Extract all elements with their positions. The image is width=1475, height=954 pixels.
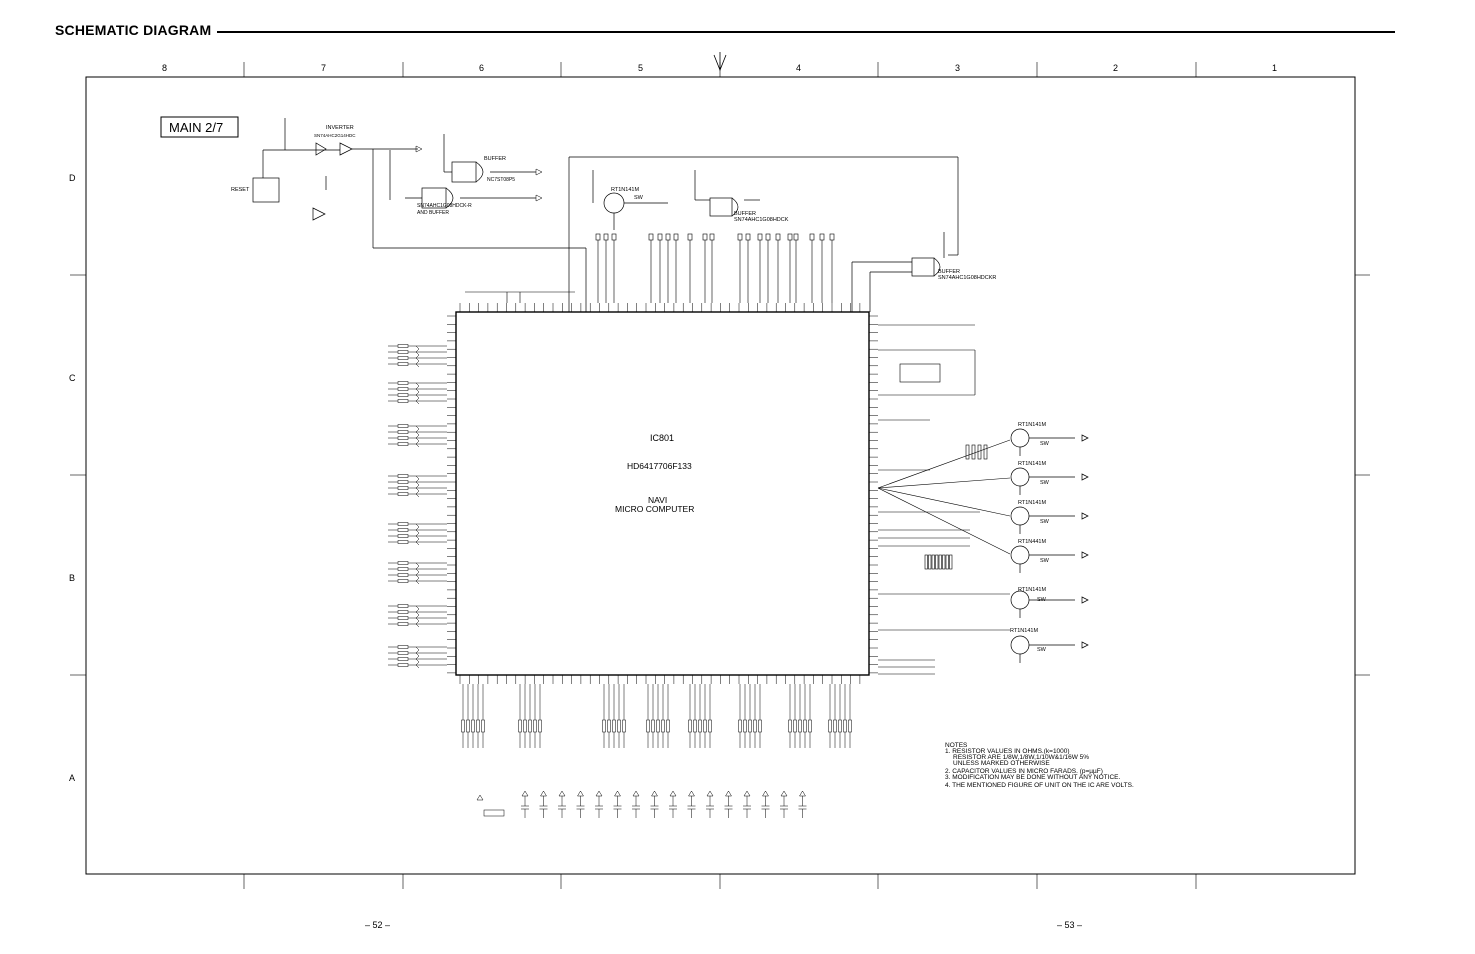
and-gate-icon <box>476 162 483 182</box>
resistor-icon <box>398 529 408 532</box>
top-switch-block <box>569 157 958 312</box>
power-icon <box>763 791 769 796</box>
note-line: 2. CAPACITOR VALUES IN MICRO FARADS. (p=µµF) <box>945 768 1103 775</box>
resistor-icon <box>462 720 465 732</box>
resistor-icon <box>943 555 946 569</box>
output-connector <box>1082 474 1088 480</box>
tr-r1-label: RT1N141M <box>1018 422 1047 428</box>
power-icon <box>578 791 584 796</box>
resistor-icon <box>398 580 408 583</box>
resistor-icon <box>529 720 532 732</box>
power-icon <box>707 791 713 796</box>
top-signal-lines <box>465 234 834 303</box>
resistor-icon <box>398 443 408 446</box>
resistor-icon <box>472 720 475 732</box>
resistor-icon <box>398 652 408 655</box>
decoupling-capacitor-row <box>477 791 807 818</box>
output-connector <box>1082 552 1088 558</box>
resistor-icon <box>398 617 408 620</box>
resistor-icon <box>799 720 802 732</box>
filter-block <box>900 364 940 382</box>
power-icon <box>596 791 602 796</box>
resistor-icon <box>972 445 975 459</box>
bottom-resistor-networks <box>462 684 852 748</box>
connector-icon <box>666 234 670 240</box>
note-line: UNLESS MARKED OTHERWISE <box>953 760 1050 767</box>
resistor-icon <box>789 720 792 732</box>
power-icon <box>541 791 547 796</box>
resistor-icon <box>704 720 707 732</box>
tr-r2-label: RT1N141M <box>1018 461 1047 467</box>
resistor-icon <box>398 357 408 360</box>
tr-r3-label: RT1N141M <box>1018 500 1047 506</box>
connector-icon <box>674 234 678 240</box>
resistor-icon <box>608 720 611 732</box>
main-ic-part: HD6417706F133 <box>627 461 692 471</box>
sw-label: SW <box>1037 597 1046 603</box>
main-ic-function-2: MICRO COMPUTER <box>615 504 695 514</box>
connector-icon <box>830 234 834 240</box>
resistor-icon <box>809 720 812 732</box>
resistor-icon <box>657 720 660 732</box>
connector-icon <box>710 234 714 240</box>
column-label: 5 <box>638 63 644 73</box>
sheet-label: MAIN 2/7 <box>169 120 224 135</box>
frame-ticks <box>70 62 1370 889</box>
and-buffer-label: AND BUFFER <box>417 210 449 216</box>
right-signal-lines <box>878 325 1010 674</box>
note-line: 1. RESISTOR VALUES IN OHMS.(k=1000) <box>945 748 1070 755</box>
row-labels <box>69 173 76 783</box>
resistor-icon <box>398 437 408 440</box>
resistor-icon <box>398 493 408 496</box>
resistor-icon <box>929 555 932 569</box>
column-label: 4 <box>796 63 802 73</box>
tr-r6-label: RT1N141M <box>1010 628 1039 634</box>
resistor-icon <box>759 720 762 732</box>
resistor-icon <box>398 574 408 577</box>
page-number-right: – 53 – <box>1057 920 1083 930</box>
power-icon <box>615 791 621 796</box>
resistor-icon <box>398 345 408 348</box>
note-line: 4. THE MENTIONED FIGURE OF UNIT ON THE IC ARE VOLTS. <box>945 782 1134 789</box>
inverter-label: INVERTER <box>326 125 354 131</box>
row-label: A <box>69 773 76 783</box>
sw-label: SW <box>1037 647 1046 653</box>
reset-ic-body <box>253 178 279 202</box>
connector-icon <box>776 234 780 240</box>
power-icon <box>744 791 750 796</box>
buffer3-part: SN74AHC1G08HDCKR <box>938 275 997 281</box>
resistor-icon <box>754 720 757 732</box>
output-connector <box>1082 513 1088 519</box>
sw-label: SW <box>1040 441 1049 447</box>
resistor-icon <box>744 720 747 732</box>
note-line: 3. MODIFICATION MAY BE DONE WITHOUT ANY NOTICE. <box>945 774 1121 781</box>
resistor-icon <box>932 555 935 569</box>
resistor-icon <box>398 658 408 661</box>
output-connector <box>1082 597 1088 603</box>
tr-r4-label: RT1N441M <box>1018 539 1047 545</box>
column-label: 2 <box>1113 63 1119 73</box>
resistor-icon <box>519 720 522 732</box>
resistor-icon <box>662 720 665 732</box>
inverter-icon <box>316 143 326 155</box>
resistor-icon <box>709 720 712 732</box>
ic-pins <box>447 303 878 684</box>
column-label: 8 <box>162 63 168 73</box>
power-icon <box>800 791 806 796</box>
transistor-icon <box>604 193 624 213</box>
connector-icon <box>746 234 750 240</box>
buffer2-label: BUFFER <box>734 211 756 217</box>
column-label: 6 <box>479 63 485 73</box>
resistor-icon <box>398 541 408 544</box>
wire <box>878 440 1010 488</box>
connector-icon <box>703 234 707 240</box>
resistor-icon <box>398 562 408 565</box>
connector-icon <box>604 234 608 240</box>
buffer2-part: SN74AHC1G08HDCK <box>734 217 789 223</box>
resistor-icon <box>839 720 842 732</box>
transistor-icon <box>1011 468 1029 486</box>
tr-r5-label: RT1N141M <box>1018 587 1047 593</box>
resistor-icon <box>749 720 752 732</box>
connector-icon <box>649 234 653 240</box>
power-icon <box>689 791 695 796</box>
notes-title: NOTES <box>945 742 968 749</box>
wire <box>878 488 1010 554</box>
resistor-icon <box>398 605 408 608</box>
resistor-icon <box>482 720 485 732</box>
main-ic-ref: IC801 <box>650 433 675 443</box>
power-icon <box>652 791 658 796</box>
row-label: B <box>69 573 76 583</box>
column-label: 1 <box>1272 63 1278 73</box>
resistor-icon <box>398 568 408 571</box>
resistor-icon <box>613 720 616 732</box>
row-label: D <box>69 173 76 183</box>
resistor-icon <box>398 611 408 614</box>
connector-icon <box>658 234 662 240</box>
main-ic-body <box>456 312 869 675</box>
resistor-icon <box>477 720 480 732</box>
resistor-icon <box>524 720 527 732</box>
page-number-left: – 52 – <box>365 920 391 930</box>
connector-icon <box>766 234 770 240</box>
connector-icon <box>596 234 600 240</box>
transistor-icon <box>1011 591 1029 609</box>
resistor-icon <box>398 394 408 397</box>
resistor-icon <box>834 720 837 732</box>
power-icon <box>522 791 528 796</box>
resistor-icon <box>398 623 408 626</box>
resistor-icon <box>694 720 697 732</box>
resistor-icon <box>966 445 969 459</box>
connector-icon <box>612 234 616 240</box>
left-resistor-networks <box>388 345 447 669</box>
inverter-icon <box>340 143 352 155</box>
resistor-icon <box>398 351 408 354</box>
resistor-icon <box>950 555 953 569</box>
resistor-icon <box>398 664 408 667</box>
connector-icon <box>810 234 814 240</box>
resistor-icon <box>467 720 470 732</box>
resistor-icon <box>939 555 942 569</box>
buffer-ic-body <box>452 162 476 182</box>
resistor-icon <box>398 481 408 484</box>
resistor-icon <box>398 535 408 538</box>
resistor-icon <box>603 720 606 732</box>
resistor-icon <box>946 555 949 569</box>
power-icon <box>633 791 639 796</box>
resistor-icon <box>618 720 621 732</box>
wire <box>878 478 1010 488</box>
sw-label: SW <box>1040 480 1049 486</box>
connector-icon <box>788 234 792 240</box>
transistor-icon <box>1011 429 1029 447</box>
resistor-icon <box>398 523 408 526</box>
buffer1-part: NC7ST08P5 <box>487 177 516 183</box>
resistor-icon <box>699 720 702 732</box>
resistor-icon <box>398 363 408 366</box>
resistor-icon <box>398 425 408 428</box>
resistor-icon <box>398 388 408 391</box>
output-connector <box>1082 642 1088 648</box>
resistor-icon <box>539 720 542 732</box>
buffer3-ic-body <box>912 258 934 276</box>
resistor-icon <box>844 720 847 732</box>
resistor-icon <box>398 382 408 385</box>
connector-icon <box>738 234 742 240</box>
inverter-part: SN74AHC2G14HDC <box>314 133 356 138</box>
resistor-icon <box>794 720 797 732</box>
power-icon <box>477 795 483 800</box>
resistor-icon <box>647 720 650 732</box>
page-title: SCHEMATIC DIAGRAM <box>55 22 212 38</box>
resistor-icon <box>849 720 852 732</box>
sw-label: SW <box>1040 558 1049 564</box>
power-icon <box>781 791 787 796</box>
output-connectors <box>416 146 542 201</box>
resistor-icon <box>978 445 981 459</box>
note-line: RESISTOR ARE 1/8W,1/8W,1/10W&1/16W 5% <box>953 754 1090 761</box>
buffer1-label: BUFFER <box>484 156 506 162</box>
column-label: 7 <box>321 63 327 73</box>
power-icon <box>726 791 732 796</box>
resistor-icon <box>623 720 626 732</box>
output-connector <box>1082 435 1088 441</box>
resistor-icon <box>804 720 807 732</box>
inductor-icon <box>484 810 504 816</box>
resistor-icon <box>925 555 928 569</box>
power-icon <box>670 791 676 796</box>
connector-icon <box>820 234 824 240</box>
sheet-arrow-icon <box>714 52 726 70</box>
sw-top-label: SW <box>634 195 643 201</box>
resistor-icon <box>398 487 408 490</box>
buffer2-ic-body <box>710 198 732 216</box>
resistor-icon <box>739 720 742 732</box>
power-icon <box>559 791 565 796</box>
resistor-icon <box>398 475 408 478</box>
main-ic-function-1: NAVI <box>648 495 668 505</box>
and-buffer-part: SN74AHC1G08HDCK-R <box>417 203 472 209</box>
resistor-icon <box>534 720 537 732</box>
connector-icon <box>794 234 798 240</box>
transistor-icon <box>1011 507 1029 525</box>
resistor-icon <box>689 720 692 732</box>
resistor-icon <box>667 720 670 732</box>
row-label: C <box>69 373 76 383</box>
resistor-icon <box>398 431 408 434</box>
notes-block <box>945 742 1134 789</box>
transistor-icon <box>1011 546 1029 564</box>
reset-label: RESET <box>231 187 250 193</box>
resistor-icon <box>652 720 655 732</box>
transistor-icon <box>1011 636 1029 654</box>
resistor-icon <box>398 400 408 403</box>
buffer3-label: BUFFER <box>938 269 960 275</box>
inverter-icon <box>313 208 325 220</box>
column-label: 3 <box>955 63 961 73</box>
resistor-icon <box>936 555 939 569</box>
connector-icon <box>758 234 762 240</box>
tr-top-label: RT1N141M <box>611 187 640 193</box>
resistor-icon <box>398 646 408 649</box>
resistor-icon <box>829 720 832 732</box>
resistor-icon <box>984 445 987 459</box>
diagram-frame <box>86 77 1355 874</box>
connector-icon <box>688 234 692 240</box>
sw-label: SW <box>1040 519 1049 525</box>
